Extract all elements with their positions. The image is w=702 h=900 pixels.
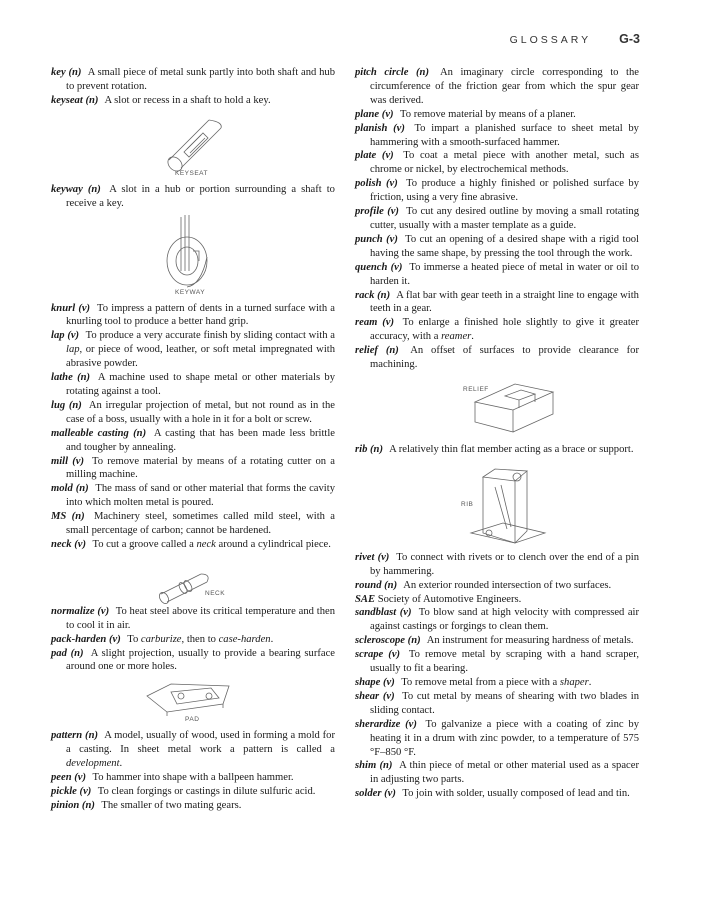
glossary-entry-quench: quench (v) To immerse a heated piece of metal in water or oil to harden it.: [355, 261, 639, 287]
glossary-entry-peen: peen (v) To hammer into shape with a ballpeen hammer.: [51, 772, 294, 784]
glossary-entry-rivet: rivet (v) To connect with rivets or to clench over the end of a pin by hammering.: [355, 551, 640, 577]
glossary-entry-sandblast: sandblast (v) To blow sand at high velocity with compressed air against castings or forgings to clean them.: [355, 607, 639, 633]
glossary-entry-profile: profile (v) To cut any desired outline by moving a small rotating cutter, usually with a master template as a guide.: [355, 206, 639, 231]
rib-caption: RIB: [461, 500, 474, 508]
glossary-entry-ms: MS (n) Machinery steel, sometimes called mild steel, with a small percentage of carbon; cannot be hardened.: [51, 511, 335, 537]
glossary-entry-solder: solder (v) To join with solder, usually composed of lead and tin.: [355, 788, 630, 800]
glossary-entry-polish: polish (v) To produce a highly finished or polished surface by friction, using a very fine abrasive.: [355, 178, 639, 204]
page-header: [510, 32, 640, 46]
relief-figure: [355, 372, 639, 443]
glossary-entry-pickle: pickle (v) To clean forgings or castings in dilute sulfuric acid.: [51, 786, 316, 797]
keyseat-figure: [51, 108, 335, 183]
pad-caption: PAD: [185, 716, 200, 724]
glossary-entry-round: round (n) An exterior rounded intersection of two surfaces.: [355, 579, 612, 591]
glossary-entry-lap: lap (v) To produce a very accurate finish by sliding contact with a lap, or piece of wood, leather, or soft metal impregnated with abrasive powder.: [51, 330, 335, 370]
relief-caption: RELIEF: [463, 385, 489, 393]
section-title: GLOSSARY: [509, 34, 592, 46]
glossary-entry-shape: shape (v) To remove metal from a piece with a shaper.: [355, 677, 592, 688]
glossary-entry-lathe: lathe (n) A machine used to shape metal or other materials by rotating against a tool.: [51, 372, 335, 397]
glossary-entry-normalize: normalize (v) To heat steel above its critical temperature and then to cool it in air.: [51, 605, 335, 631]
glossary-entry-relief: relief (n) An offset of surfaces to provide clearance for machining.: [355, 345, 639, 371]
glossary-entry-key: key (n) A small piece of metal sunk partly into both shaft and hub to prevent rotation.: [51, 67, 335, 92]
glossary-entry-sherardize: sherardize (v) To galvanize a piece with a coating of zinc by heating it in a drum with zinc powder, to a temperature of 575 °F–850 °F.: [355, 718, 639, 758]
glossary-entry-mold: mold (n) The mass of sand or other material that forms the cavity into which molten metal is poured.: [51, 483, 335, 509]
pad-figure: [51, 674, 335, 729]
neck-figure: [51, 552, 335, 605]
glossary-entry-malleable-casting: malleable casting (n) A casting that has been made less brittle and tougher by annealing.: [51, 427, 336, 453]
rib-figure: [355, 457, 639, 551]
glossary-entry-planish: planish (v) To impart a planished surface to sheet metal by hammering with a smooth-surfaced hammer.: [355, 122, 639, 148]
glossary-entry-sae: SAE Society of Automotive Engineers.: [355, 593, 522, 605]
neck-drawing: [51, 552, 335, 605]
glossary-entry-scleroscope: scleroscope (n) An instrument for measuring hardness of metals.: [355, 635, 634, 647]
glossary-entry-plate: plate (v) To coat a metal piece with another metal, such as chrome or nickel, by electrochemical methods.: [355, 150, 639, 176]
glossary-entry-rack: rack (n) A flat bar with gear teeth in a straight line to engage with teeth in a gear.: [355, 289, 639, 315]
glossary-entry-pad: pad (n) A slight projection, usually to provide a bearing surface around one or more holes.: [51, 647, 335, 673]
glossary-entry-pitch-circle: pitch circle (n) An imaginary circle corresponding to the circumference of the friction gear from which the spur gear was derived.: [355, 67, 639, 106]
glossary-entry-shim: shim (n) A thin piece of metal or other material used as a spacer in adjusting two parts.: [355, 760, 639, 786]
glossary-entry-keyseat: keyseat (n) A slot or recess in a shaft to hold a key.: [51, 94, 271, 106]
glossary-entry-ream: ream (v) To enlarge a finished hole slightly to give it greater accuracy, with a reamer.: [355, 317, 639, 343]
glossary-entry-scrape: scrape (v) To remove metal by scraping with a hand scraper, usually to fit a bearing.: [355, 649, 639, 675]
keyway-figure: [51, 211, 335, 302]
glossary-entry-rib: rib (n) A relatively thin flat member acting as a brace or support.: [355, 443, 634, 455]
glossary-entry-mill: mill (v) To remove material by means of a rotating cutter on a milling machine.: [51, 455, 335, 481]
glossary-entry-lug: lug (n) An irregular projection of metal, but not round as in the case of a boss, usually with a hole in it for a bolt or screw.: [51, 399, 335, 425]
glossary-entry-neck: neck (v) To cut a groove called a neck around a cylindrical piece.: [51, 538, 331, 550]
page-number: G-3: [619, 32, 640, 46]
glossary-entry-pack-harden: pack-harden (v) To carburize, then to case-harden.: [51, 633, 274, 645]
glossary-entry-punch: punch (v) To cut an opening of a desired shape with a rigid tool having the same shape, by pressing the tool through the work.: [355, 233, 639, 259]
relief-drawing: [355, 372, 639, 443]
glossary-entry-pinion: pinion (n) The smaller of two mating gears.: [51, 799, 242, 811]
neck-caption: NECK: [205, 589, 226, 597]
right-column: [355, 66, 639, 801]
glossary-entry-pattern: pattern (n) A model, usually of wood, used in forming a mold for a casting. In sheet metal work a pattern is called a development.: [51, 730, 335, 770]
glossary-entry-plane: plane (v) To remove material by means of a planer.: [355, 108, 576, 120]
glossary-entry-knurl: knurl (v) To impress a pattern of dents in a turned surface with a knurling tool to produce a better hand grip.: [51, 302, 335, 328]
keyseat-caption: KEYSEAT: [175, 169, 209, 177]
left-column: [51, 66, 335, 813]
keyway-caption: KEYWAY: [175, 288, 206, 296]
rib-drawing: [355, 457, 639, 551]
glossary-entry-shear: shear (v) To cut metal by means of shearing with two blades in sliding contact.: [355, 690, 639, 716]
glossary-entry-keyway: keyway (n) A slot in a hub or portion surrounding a shaft to receive a key.: [51, 183, 335, 209]
